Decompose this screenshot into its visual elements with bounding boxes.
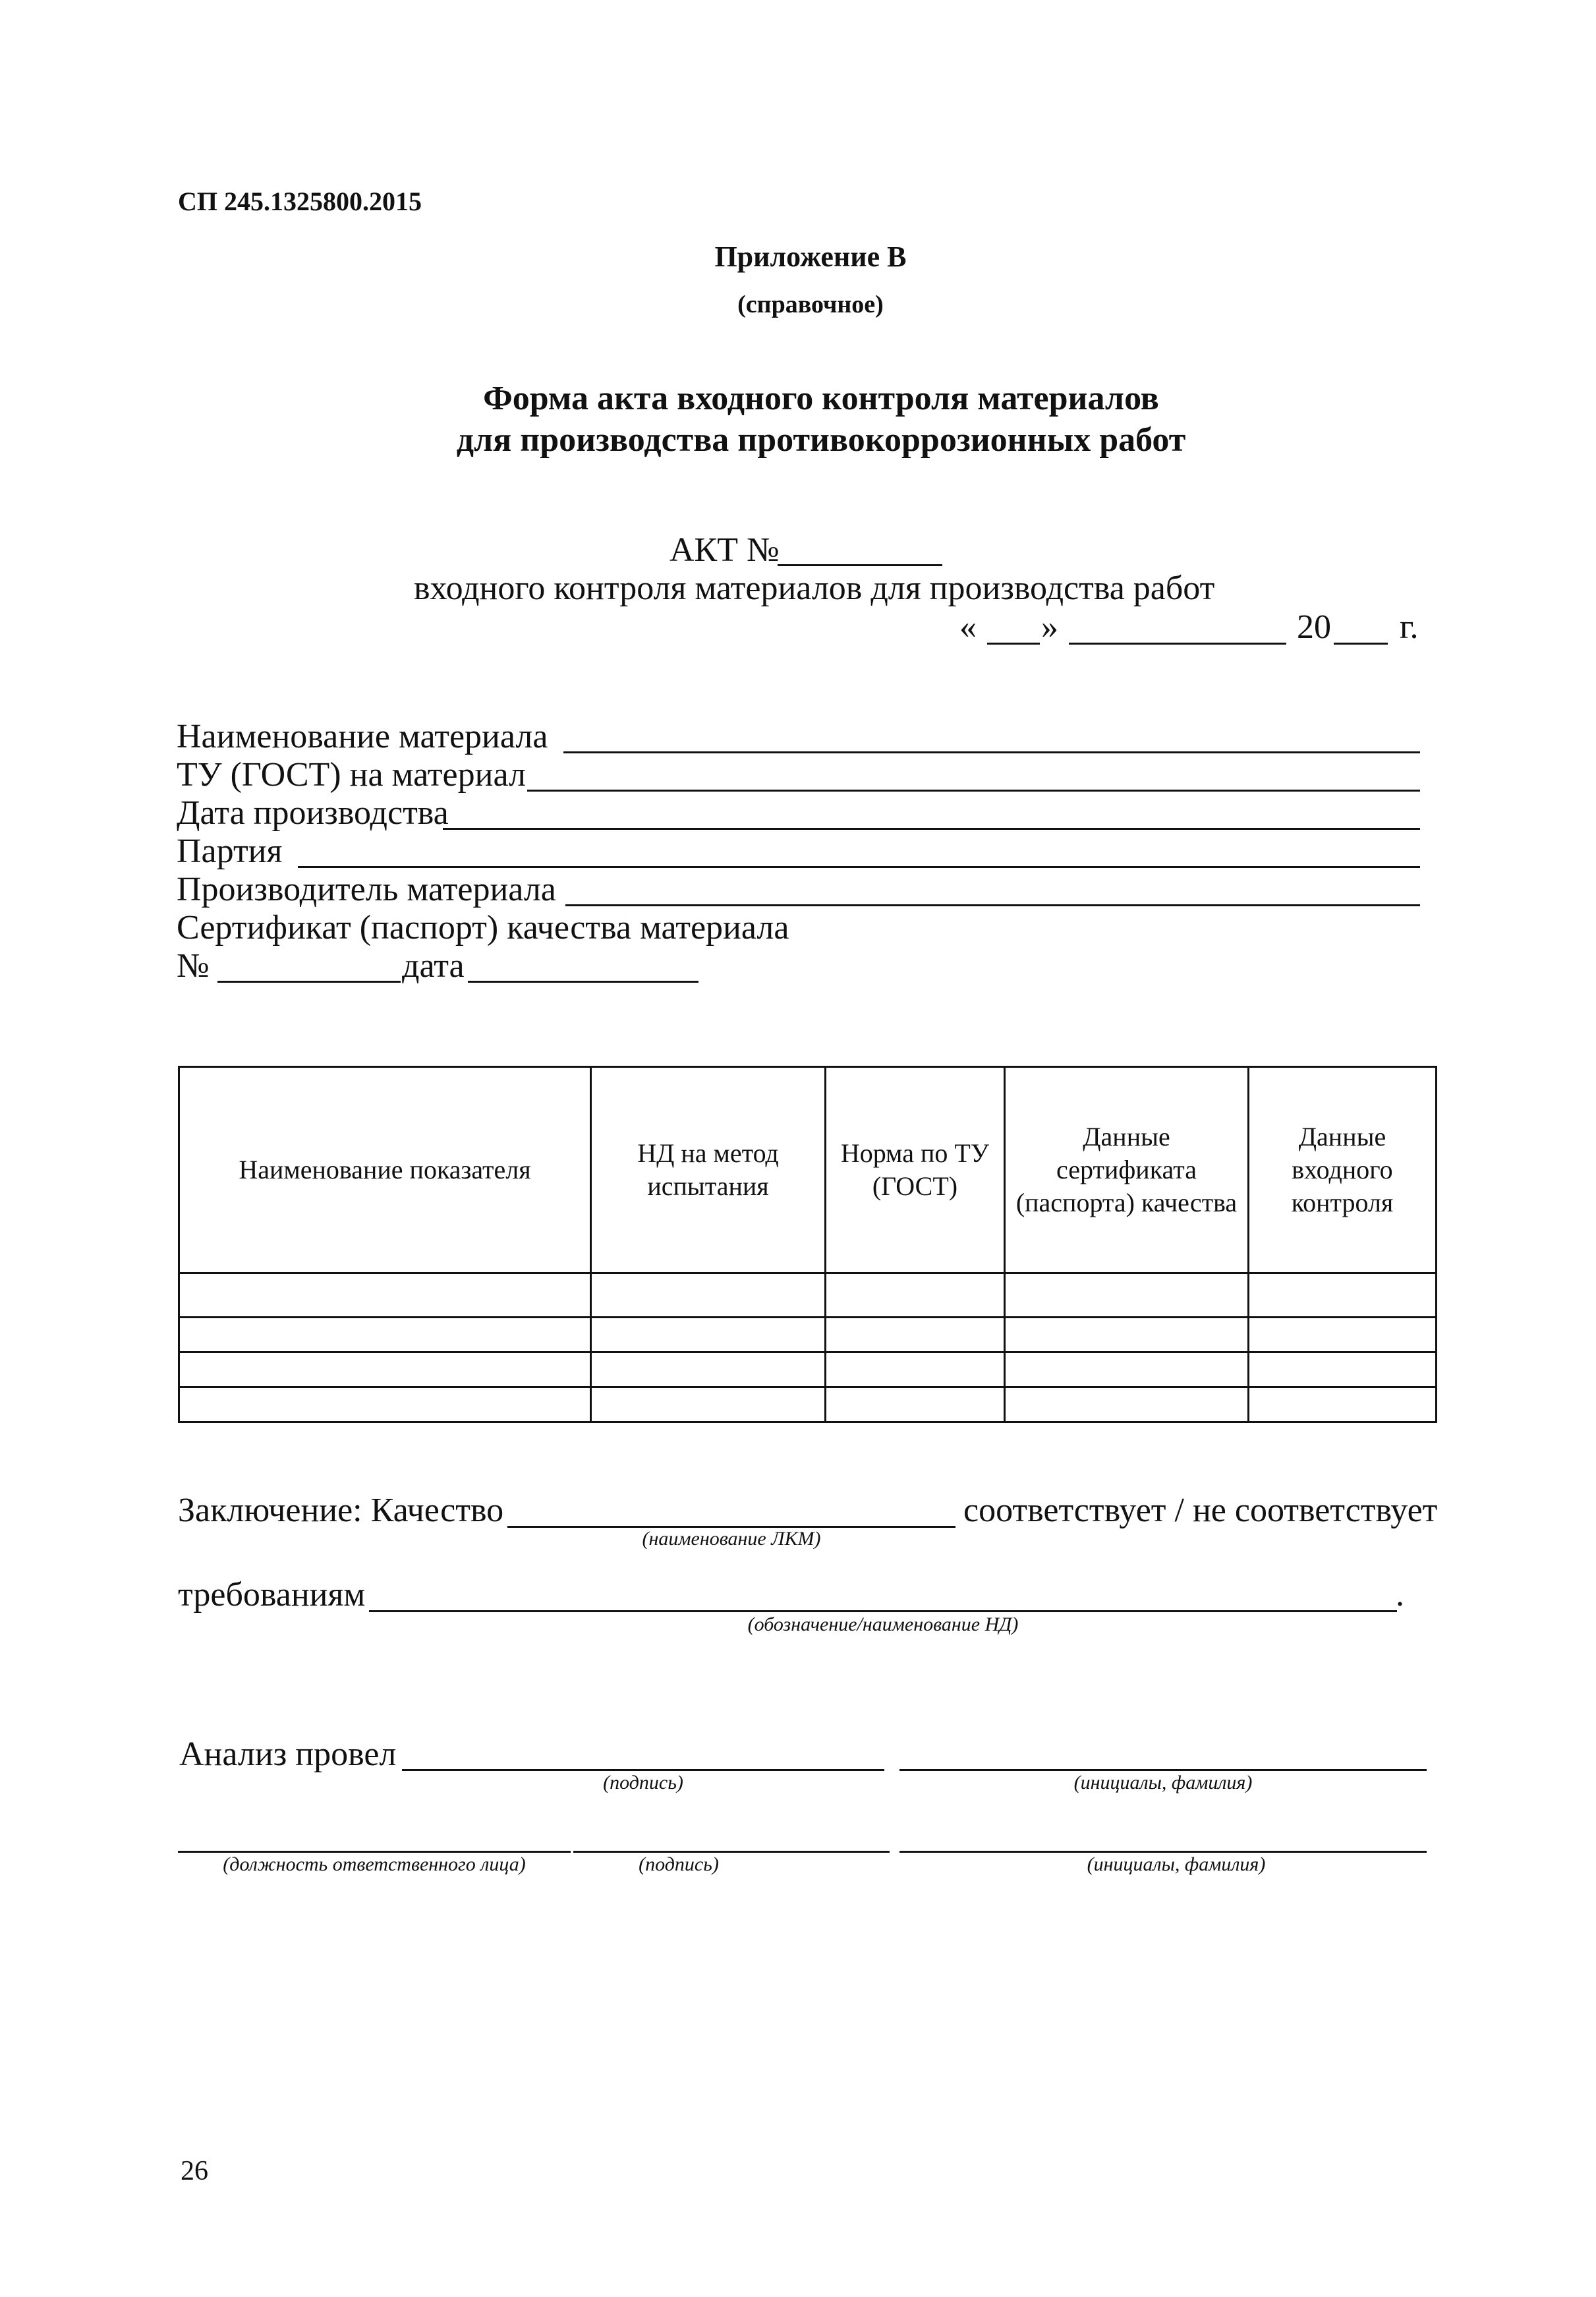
- column-header: Данные входного контроля: [1249, 1067, 1437, 1273]
- date-year-prefix: 20: [1297, 608, 1331, 646]
- table-cell: [826, 1318, 1005, 1352]
- production-date-line: [443, 828, 1420, 830]
- appendix-heading: Приложение В: [714, 241, 907, 273]
- conclusion-status: соответствует / не соответствует: [963, 1492, 1438, 1529]
- cert-date-line: [468, 981, 698, 983]
- indicators-table: [178, 1066, 1437, 1423]
- second-initials-caption: (инициалы, фамилия): [1087, 1853, 1266, 1875]
- table-cell: [826, 1273, 1005, 1318]
- page-number: 26: [181, 2156, 208, 2186]
- manufacturer-label: Производитель материала: [177, 871, 556, 908]
- initials-caption: (инициалы, фамилия): [1073, 1772, 1253, 1793]
- table-cell: [179, 1387, 591, 1422]
- batch-label: Партия: [177, 832, 283, 870]
- table-cell: [1249, 1273, 1437, 1318]
- table-cell: [591, 1352, 826, 1387]
- position-caption: (должность ответственного лица): [223, 1853, 526, 1875]
- date-day-line: [987, 643, 1040, 645]
- second-initials-line: [899, 1851, 1427, 1853]
- table-cell: [1005, 1387, 1249, 1422]
- table-cell: [826, 1387, 1005, 1422]
- production-date-label: Дата производства: [177, 794, 449, 832]
- date-year-suffix: г.: [1400, 608, 1419, 646]
- nd-caption: (обозначение/наименование НД): [747, 1614, 1019, 1635]
- table-cell: [179, 1318, 591, 1352]
- table-cell: [591, 1318, 826, 1352]
- table-cell: [1249, 1387, 1437, 1422]
- table-header-row: [179, 1067, 1437, 1273]
- document-code: СП 245.1325800.2015: [178, 187, 422, 216]
- batch-line: [298, 866, 1420, 868]
- lkm-caption: (наименование ЛКМ): [642, 1528, 821, 1550]
- manufacturer-line: [565, 904, 1420, 906]
- table-cell: [1005, 1273, 1249, 1318]
- cert-number-line: [217, 981, 401, 983]
- table-row: [179, 1273, 1437, 1318]
- table-cell: [179, 1273, 591, 1318]
- material-name-line: [563, 751, 1420, 753]
- column-header: Данные сертификата (паспорта) качества: [1005, 1067, 1249, 1273]
- table-cell: [1249, 1318, 1437, 1352]
- table-cell: [179, 1352, 591, 1387]
- second-signature-line: [573, 1851, 890, 1853]
- analysis-label: Анализ провел: [179, 1735, 397, 1773]
- position-line: [178, 1851, 571, 1853]
- table-row: [179, 1352, 1437, 1387]
- table-cell: [591, 1387, 826, 1422]
- act-number-label: АКТ №: [670, 531, 780, 569]
- date-year-line: [1334, 643, 1388, 645]
- act-subtitle: входного контроля материалов для производства работ: [414, 569, 1215, 607]
- tu-gost-label: ТУ (ГОСТ) на материал: [177, 756, 526, 794]
- date-month-line: [1069, 643, 1286, 645]
- cert-number-label: №: [177, 947, 210, 985]
- form-title-line2: для производства противокоррозионных работ: [456, 421, 1186, 459]
- table-cell: [591, 1273, 826, 1318]
- requirements-end: .: [1396, 1576, 1404, 1614]
- table-cell: [1005, 1352, 1249, 1387]
- date-open-quote: «: [959, 608, 977, 646]
- second-signature-caption: (подпись): [639, 1853, 719, 1875]
- table-row: [179, 1387, 1437, 1422]
- date-close-quote: »: [1041, 608, 1058, 646]
- table-cell: [1005, 1318, 1249, 1352]
- column-header: НД на метод испытания: [591, 1067, 826, 1273]
- table-cell: [1249, 1352, 1437, 1387]
- material-name-label: Наименование материала: [177, 718, 548, 755]
- signature-caption: (подпись): [603, 1772, 683, 1793]
- requirements-label: требованиям: [178, 1576, 366, 1614]
- conclusion-label: Заключение: Качество: [178, 1492, 504, 1529]
- table-cell: [826, 1352, 1005, 1387]
- column-header: Наименование показателя: [179, 1067, 591, 1273]
- certificate-label: Сертификат (паспорт) качества материала: [177, 909, 789, 946]
- table-row: [179, 1318, 1437, 1352]
- requirements-line: [369, 1610, 1397, 1612]
- cert-date-label: дата: [402, 947, 465, 985]
- appendix-status: (справочное): [737, 291, 884, 318]
- act-number-line: [778, 564, 942, 566]
- analysis-signature-line: [402, 1769, 884, 1771]
- column-header: Норма по ТУ (ГОСТ): [826, 1067, 1005, 1273]
- form-title-line1: Форма акта входного контроля материалов: [483, 380, 1159, 417]
- tu-gost-line: [527, 790, 1420, 792]
- analysis-initials-line: [899, 1769, 1427, 1771]
